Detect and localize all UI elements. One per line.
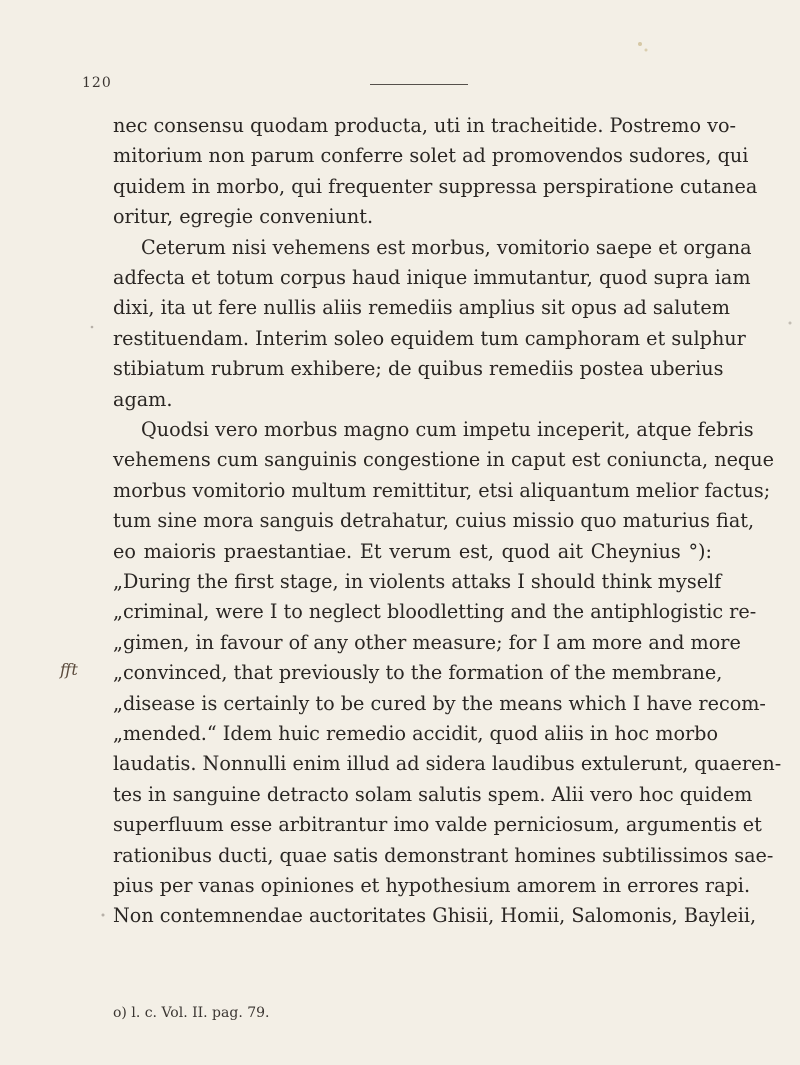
text-line: Quodsi vero morbus magno cum impetu inceperit, atque febris <box>141 418 754 441</box>
text-line: „criminal, were I to neglect bloodletting and the antiphlogistic re- <box>113 600 757 623</box>
page-number: 120 <box>82 75 112 91</box>
text-line: vehemens cum sanguinis congestione in caput est coniuncta, neque <box>113 448 774 471</box>
text-line: oritur, egregie conveniunt. <box>113 205 374 228</box>
text-line: „gimen, in favour of any other measure; for I am more and more <box>113 631 741 654</box>
text-line: eo maioris praestantiae. Et verum est, quod ait Cheynius °): <box>113 540 712 563</box>
text-line: dixi, ita ut fere nullis aliis remediis amplius sit opus ad salutem <box>113 296 730 319</box>
text-line: adfecta et totum corpus haud inique immutantur, quod supra iam <box>113 266 751 289</box>
handwritten-margin-note: ﬀt <box>60 660 78 679</box>
text-line: „mended.“ Idem huic remedio accidit, quod aliis in hoc morbo <box>113 722 718 745</box>
text-line: tes in sanguine detracto solam salutis spem. Alii vero hoc quidem <box>113 783 753 806</box>
text-line: morbus vomitorio multum remittitur, etsi aliquantum melior factus; <box>113 479 771 502</box>
footnote: o) l. c. Vol. II. pag. 79. <box>113 1005 270 1021</box>
header-rule <box>370 84 468 85</box>
text-line: „convinced, that previously to the formation of the membrane, <box>113 661 723 684</box>
text-line: pius per vanas opiniones et hypothesium amorem in errores rapi. <box>113 874 751 897</box>
text-line: tum sine mora sanguis detrahatur, cuius missio quo maturius fiat, <box>113 509 755 532</box>
text-line: stibiatum rubrum exhibere; de quibus remediis postea uberius <box>113 357 724 380</box>
text-line: „During the first stage, in violents attaks I should think myself <box>113 570 722 593</box>
text-line: „disease is certainly to be cured by the means which I have recom- <box>113 692 766 715</box>
text-line: laudatis. Nonnulli enim illud ad sidera laudibus extulerunt, quaeren- <box>113 752 782 775</box>
text-line: restituendam. Interim soleo equidem tum camphoram et sulphur <box>113 327 746 350</box>
text-line: agam. <box>113 388 173 411</box>
text-line: mitorium non parum conferre solet ad promovendos sudores, qui <box>113 144 749 167</box>
text-line: Non contemnendae auctoritates Ghisii, Homii, Salomonis, Bayleii, <box>113 904 757 927</box>
text-line: quidem in morbo, qui frequenter suppressa perspiratione cutanea <box>113 175 758 198</box>
text-line: superfluum esse arbitrantur imo valde perniciosum, argumentis et <box>113 813 762 836</box>
text-line: nec consensu quodam producta, uti in tracheitide. Postremo vo- <box>113 114 737 137</box>
text-line: rationibus ducti, quae satis demonstrant homines subtilissimos sae- <box>113 844 774 867</box>
text-line: Ceterum nisi vehemens est morbus, vomitorio saepe et organa <box>141 236 752 259</box>
